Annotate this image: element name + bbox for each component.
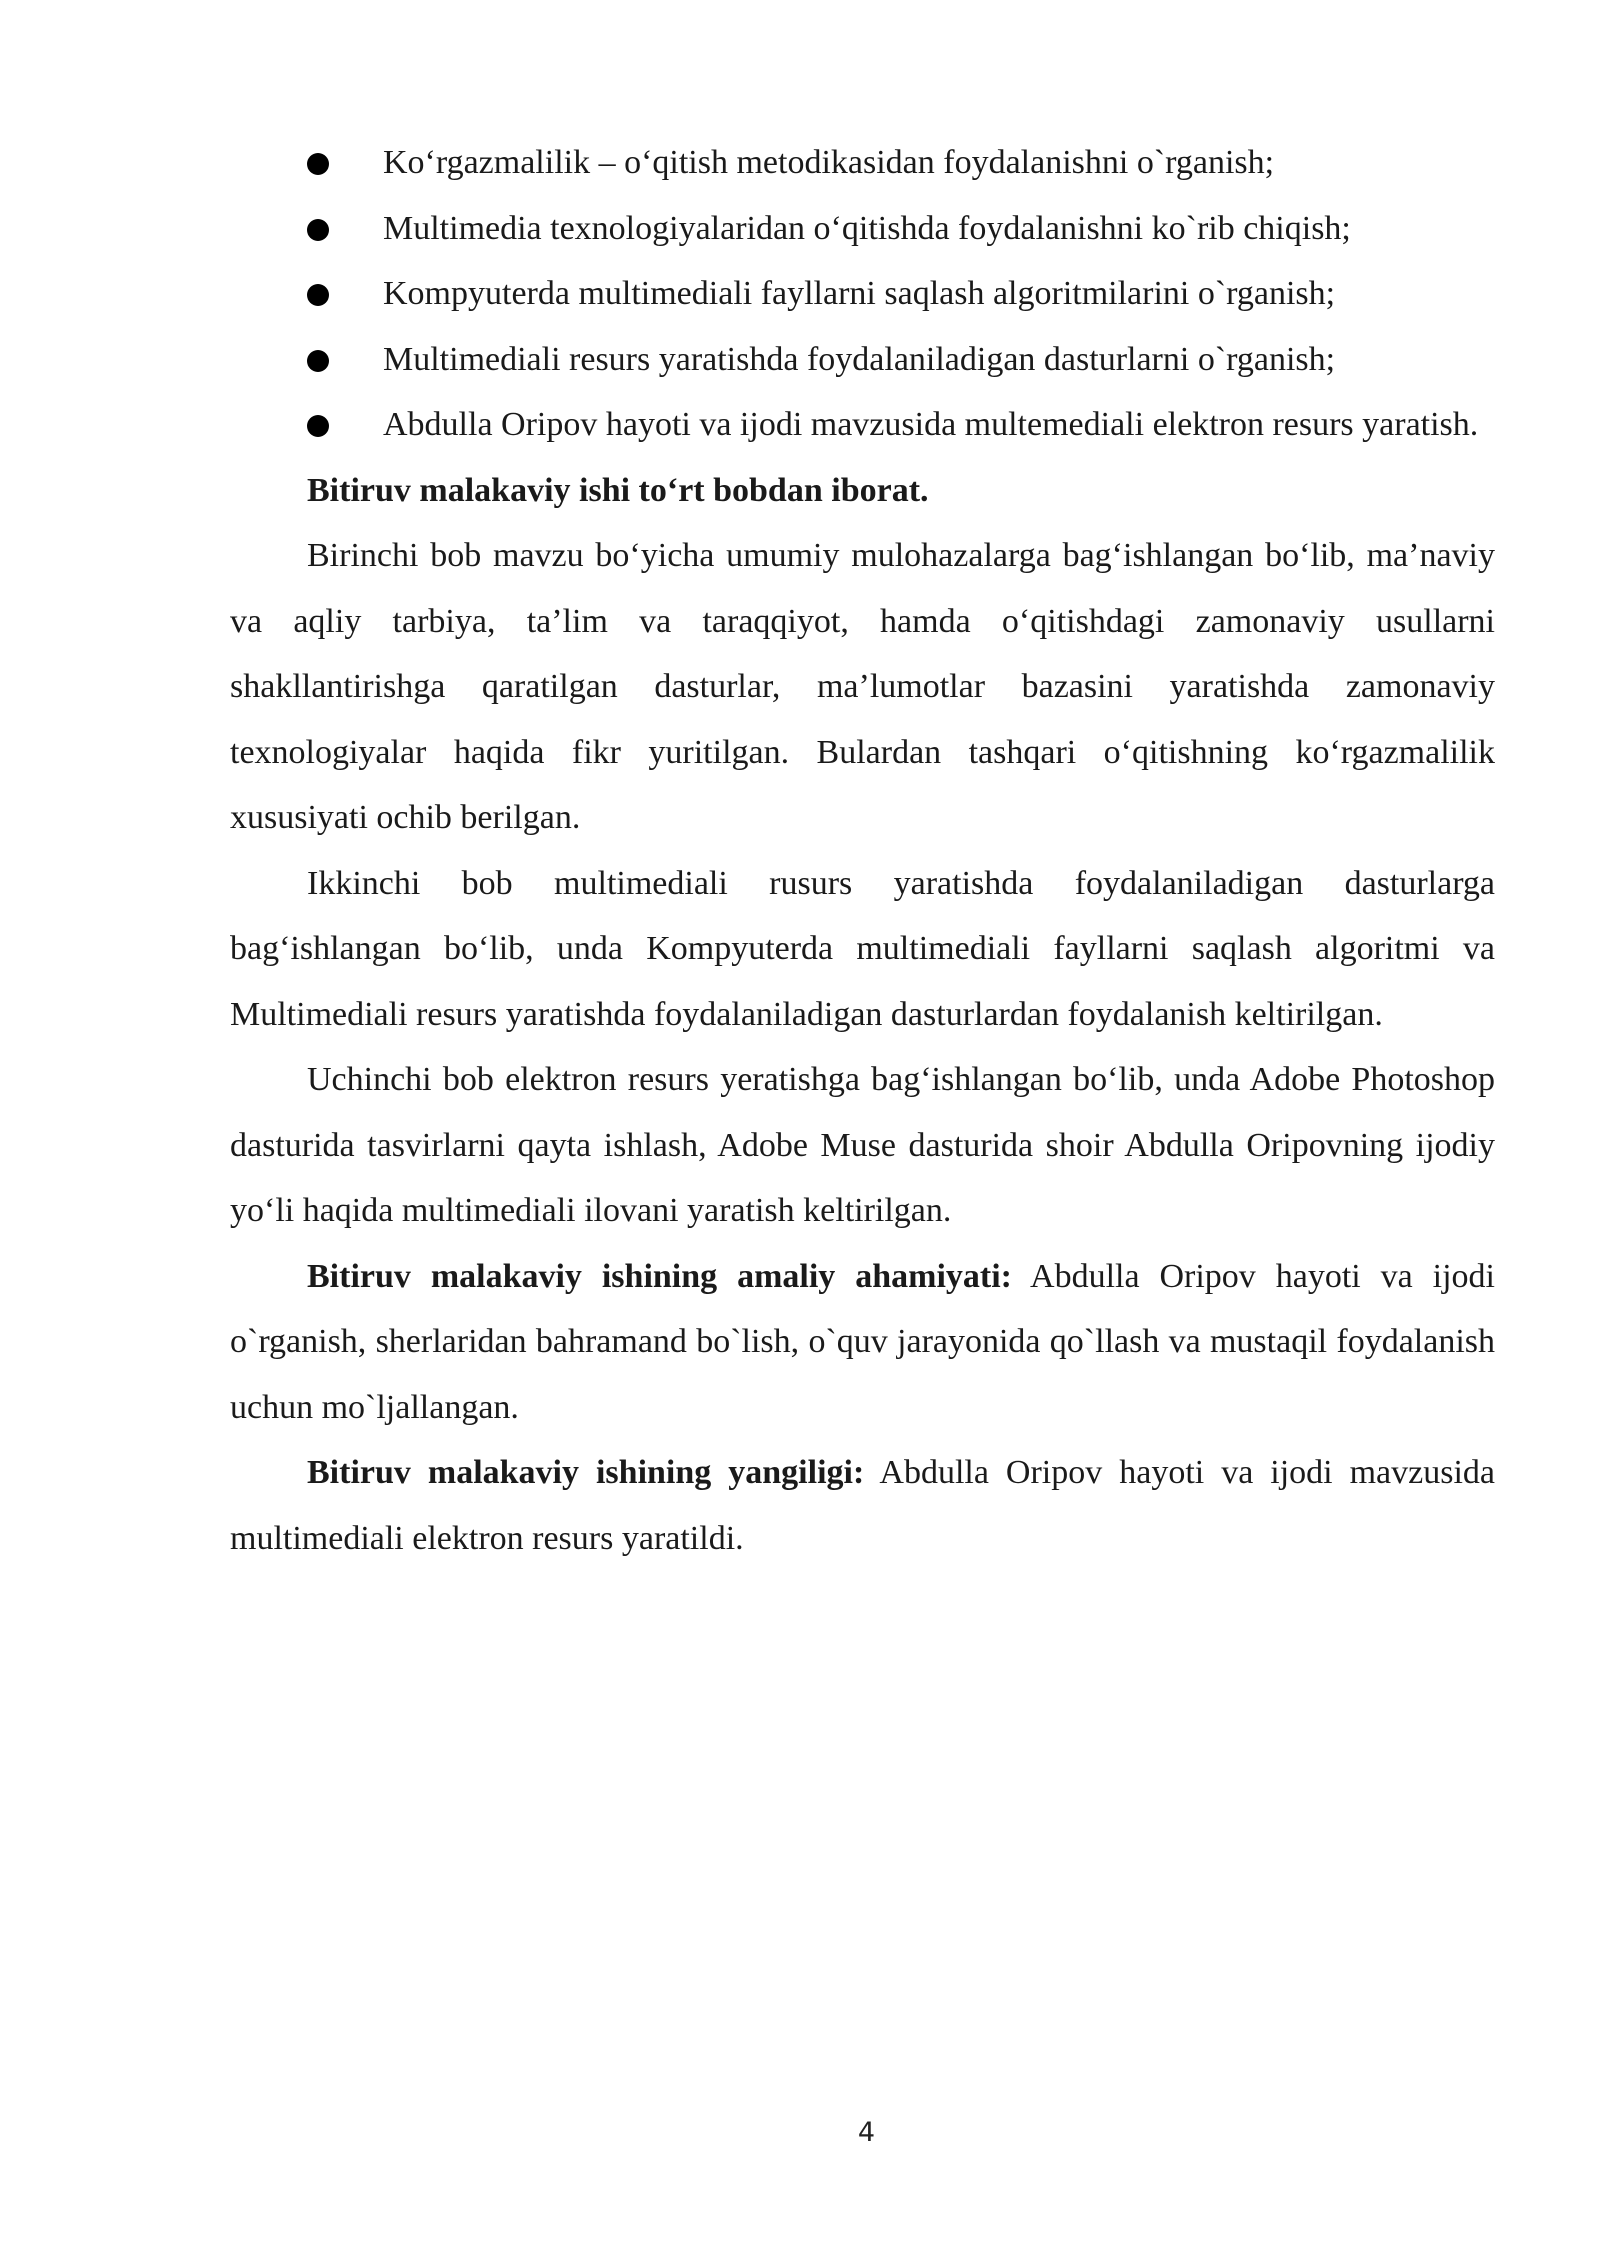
bullet-icon bbox=[307, 350, 329, 372]
list-item bbox=[230, 327, 1495, 393]
bullet-icon bbox=[307, 219, 329, 241]
list-item bbox=[230, 392, 1495, 458]
page-number: 4 bbox=[857, 2117, 876, 2148]
practical-significance-label: Bitiruv malakaviy ishining amaliy ahamiyati: bbox=[307, 1257, 1012, 1295]
list-item bbox=[230, 196, 1495, 262]
novelty-label: Bitiruv malakaviy ishining yangiligi: bbox=[307, 1454, 865, 1491]
novelty-text: Abdulla Oripov hayoti va ijodi mavzusida multimediali elektron resurs yaratildi. bbox=[230, 1454, 1495, 1557]
document-body bbox=[230, 130, 1495, 1571]
novelty-paragraph bbox=[230, 1440, 1495, 1571]
chapter-two-paragraph: Ikkinchi bob multimediali rusurs yaratishda foydalaniladigan dasturlarga bag‘ishlangan bo‘lib, unda Kompyuterda multimediali fayllarni saqlash algoritmi va Multimediali resurs yaratishda foydalaniladigan dasturlardan foydalanish keltirilgan. bbox=[230, 864, 1495, 1033]
list-item-text: Ko‘rgazmalilik – o‘qitish metodikasidan foydalanishni o`rganish; bbox=[383, 144, 1275, 181]
practical-significance-text: Abdulla Oripov hayoti va ijodi o`rganish, sherlaridan bahramand bo`lish, o`quv jarayonida qo`llash va mustaqil foydalanish uchun mo`ljallangan. bbox=[230, 1257, 1495, 1426]
list-item-text: Multimediali resurs yaratishda foydalaniladigan dasturlarni o`rganish; bbox=[383, 340, 1336, 378]
bullet-icon bbox=[307, 284, 329, 306]
structure-heading: Bitiruv malakaviy ishi to‘rt bobdan iborat. bbox=[307, 471, 929, 509]
list-item bbox=[230, 261, 1495, 327]
chapter-one-paragraph: Birinchi bob mavzu bo‘yicha umumiy mulohazalarga bag‘ishlangan bo‘lib, ma’naviy va aqliy tarbiya, ta’lim va taraqqiyot, hamda o‘qitishdagi zamonaviy usullarni shakllantirishga qaratilgan dasturlar, ma’lumotlar bazasini yaratishda zamonaviy texnologiyalar haqida fikr yuritilgan. Bulardan tashqari o‘qitishning ko‘rgazmalilik xususiyati ochib berilgan. bbox=[230, 537, 1495, 836]
list-item bbox=[230, 130, 1495, 196]
bullet-icon bbox=[307, 415, 329, 437]
chapter-three-paragraph: Uchinchi bob elektron resurs yeratishga bag‘ishlangan bo‘lib, unda Adobe Photoshop dasturida tasvirlarni qayta ishlash, Adobe Muse dasturida shoir Abdulla Oripovning ijodiy yo‘li haqida multimediali ilovani yaratish keltirilgan. bbox=[230, 1061, 1495, 1229]
bullet-icon bbox=[307, 153, 329, 175]
list-item-text: Kompyuterda multimediali fayllarni saqlash algoritmilarini o`rganish; bbox=[383, 275, 1336, 312]
list-item-text: Abdulla Oripov hayoti va ijodi mavzusida multemediali elektron resurs yaratish. bbox=[383, 406, 1479, 443]
practical-significance-paragraph bbox=[230, 1244, 1495, 1441]
list-item-text: Multimedia texnologiyalaridan o‘qitishda foydalanishni ko`rib chiqish; bbox=[383, 209, 1351, 247]
